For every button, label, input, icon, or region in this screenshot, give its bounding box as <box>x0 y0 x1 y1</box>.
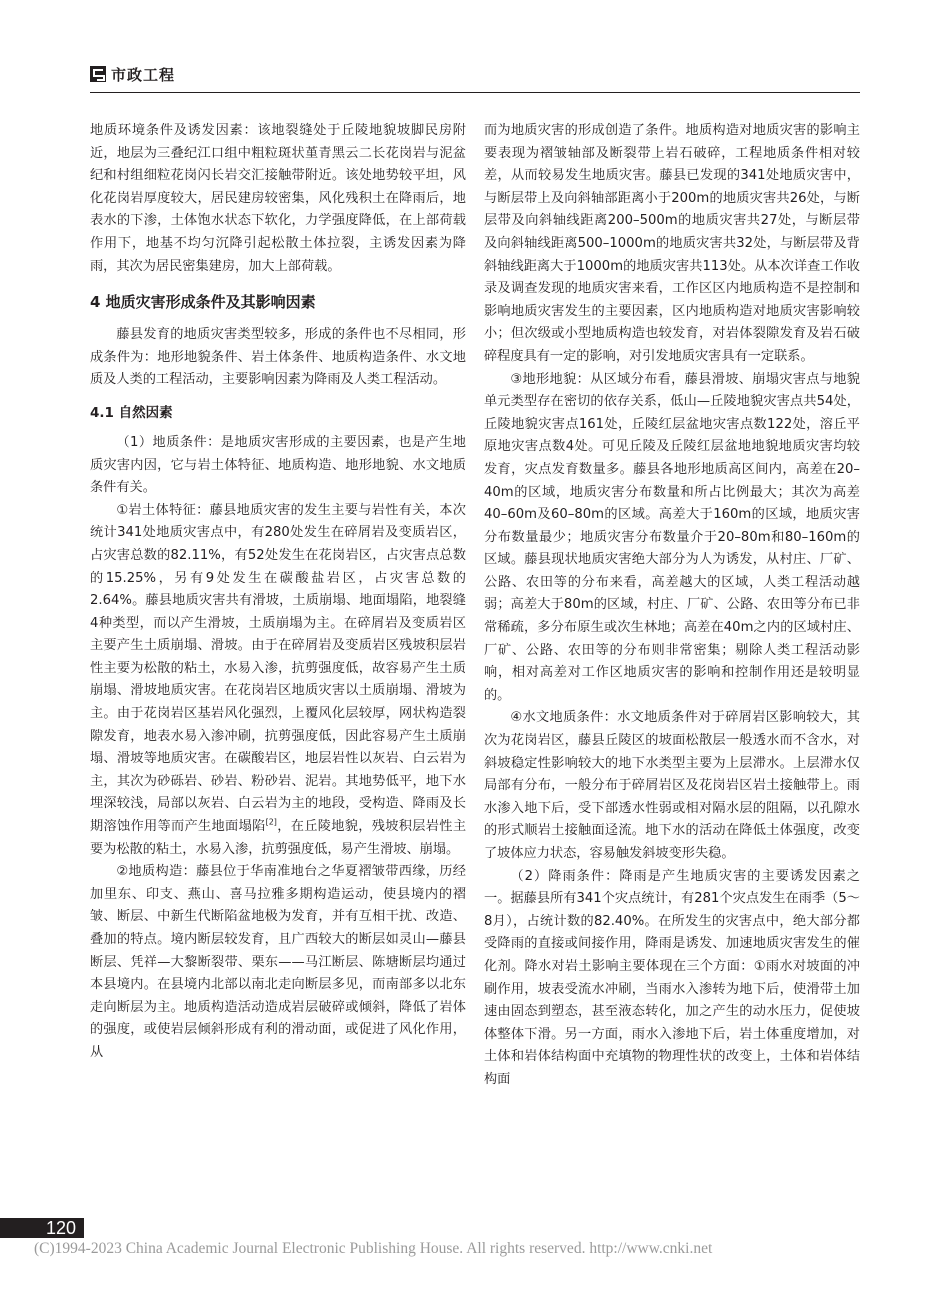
right-column <box>484 120 860 1092</box>
paragraph-terrain: ③地形地貌：从区域分布看，藤县滑坡、崩塌灾害点与地貌单元类型存在密切的依存关系，低山—丘陵地貌灾害点共54处，丘陵地貌灾害点161处，丘陵红层盆地灾害点数122处，溶丘平原地灾害点数4处。可见丘陵及丘陵红层盆地地貌地质灾害均较发育，灾点发育数量多。藤县各地形地质高区间内，高差在20–40m的区域，地质灾害分布数量和所占比例最大；其次为高差40–60m及60–80m的区域。高差大于160m的区域，地质灾害分布数量最少；地质灾害分布数量介于20–80m和80–160m的区域。藤县现状地质灾害绝大部分为人为诱发，从村庄、厂矿、公路、农田等的分布来看，高差越大的区域，人类工程活动越弱；高差大于80m的区域，村庄、厂矿、公路、农田等分布已非常稀疏，多分布原生或次生林地；高差在40m之内的区域村庄、厂矿、公路、农田等的分布则非常密集；剔除人类工程活动影响，相对高差对工作区地质灾害的影响和控制作用还是较明显的。 <box>484 371 860 703</box>
running-header <box>90 62 175 86</box>
page-number: 120 <box>0 1218 84 1238</box>
paragraph-rock-soil <box>90 500 466 862</box>
paragraph-structure-continued: 而为地质灾害的形成创造了条件。地质构造对地质灾害的影响主要表现为褶皱轴部及断裂带上岩石破碎，工程地质条件相对较差，从而较易发生地质灾害。藤县已发现的341处地质灾害中，与断层带上及向斜轴部距离小于200m的地质灾害共26处，与断层带及向斜轴线距离200–500m的地质灾害共27处，与断层带及向斜轴线距离500–1000m的地质灾害共32处，与断层带及背斜轴线距离大于1000m的地质灾害共113处。从本次详查工作收录及调查发现的地质灾害来看，工作区区内地质构造不是控制和影响地质灾害发生的主要因素，区内地质构造对地质灾害影响较小；但次级或小型地质构造也较发育，对岩体裂隙发育及岩石破碎程度具有一定的影响，对引发地质灾害具有一定联系。 <box>484 123 860 364</box>
paragraph-rainfall: （2）降雨条件：降雨是产生地质灾害的主要诱发因素之一。据藤县所有341个灾点统计，有281个灾点发生在雨季（5～8月），占统计数的82.40%。在所发生的灾害点中，绝大部分都受降雨的直接或间接作用，降雨是诱发、加速地质灾害发生的催化剂。降水对岩土影响主要体现在三个方面：①雨水对坡面的冲刷作用，坡表受流水冲刷，当雨水入渗转为地下后，使滑带土加速由固态到塑态，甚至液态转化，加之产生的动水压力，促使坡体整体下滑。另一方面，雨水入渗地下后，岩土体重度增加，对土体和岩体结构面中充填物的物理性状的改变上，土体和岩体结构面 <box>484 868 860 1087</box>
journal-logo-icon <box>90 66 106 82</box>
paragraph-intro: 藤县发育的地质灾害类型较多，形成的条件也不尽相同，形成条件为：地形地貌条件、岩土体条件、地质构造条件、水文地质及人类的工程活动，主要影响因素为降雨及人类工程活动。 <box>90 327 466 388</box>
left-column <box>90 120 466 1065</box>
paragraph-continued: 地质环境条件及诱发因素：该地裂缝处于丘陵地貌坡脚民房附近，地层为三叠纪江口组中粗粒斑状堇青黑云二长花岗岩与泥盆纪和村组细粒花岗闪长岩交汇接触带附近。该处地势较平坦，风化花岗岩厚度较大，居民建房较密集，风化残积土在降雨后，地表水的下渗，土体饱水状态下软化，力学强度降低，在上部荷载作用下，地基不均匀沉降引起松散土体拉裂，主诱发因素为降雨，其次为居民密集建房，加大上部荷载。 <box>90 123 466 274</box>
rock-text-b: ，在丘陵地貌，残坡积层岩性主要为松散的粘土，水易入渗，抗剪强度低，易产生滑坡、崩塌。 <box>90 819 467 857</box>
copyright-footer: (C)1994-2023 China Academic Journal Electronic Publishing House. All rights reserved. http://www.cnki.net <box>34 1240 713 1257</box>
rock-text-a: ①岩土体特征：藤县地质灾害的发生主要与岩性有关，本次统计341处地质灾害点中，有280处发生在碎屑岩及变质岩区，占灾害总数的82.11%，有52处发生在花岗岩区，占灾害点总数的15.25%，另有9处发生在碳酸盐岩区，占灾害总数的2.64%。藤县地质灾害共有滑坡，土质崩塌、地面塌陷，地裂缝4种类型，而以产生滑坡，土质崩塌为主。在碎屑岩及变质岩区主要产生土质崩塌、滑坡。由于在碎屑岩及变质岩区残坡积层岩性主要为松散的粘土，水易入渗，抗剪强度低，故容易产生土质崩塌、滑坡地质灾害。在花岗岩区地质灾害以土质崩塌、滑坡为主。由于花岗岩区基岩风化强烈，上覆风化层较厚，网状构造裂隙发育，地表水易入渗冲刷，抗剪强度低，因此容易产生土质崩塌、滑坡等地质灾害。在碳酸岩区，地层岩性以灰岩、白云岩为主，其次为砂砾岩、砂岩、粉砂岩、泥岩。其地势低平，地下水埋深较浅，局部以灰岩、白云岩为主的地段，受构造、降雨及长期溶蚀作用等而产生地面塌陷 <box>90 502 466 835</box>
paragraph-hydrogeology: ④水文地质条件：水文地质条件对于碎屑岩区影响较大，其次为花岗岩区，藤县丘陵区的坡面松散层一般透水而不含水，对斜坡稳定性影响较大的地下水类型主要为上层滞水。上层滞水仅局部有分布，一般分布于碎屑岩区及花岗岩区岩土接触带上。雨水渗入地下后，受下部透水性弱或相对隔水层的阻隔，以孔隙水的形式顺岩土接触面迳流。地下水的活动在降低土体强度，改变了坡体应力状态，容易触发斜坡变形失稳。 <box>484 710 860 861</box>
journal-title: 市政工程 <box>111 65 176 84</box>
citation-ref[interactable]: [2] <box>265 817 277 827</box>
paragraph-structure: ②地质构造：藤县位于华南准地台之华夏褶皱带西缘，历经加里东、印支、燕山、喜马拉雅多期构造运动，使县境内的褶皱、断层、中新生代断陷盆地极为发育，并有互相干扰、改造、叠加的特点。境内断层较发育，且广西较大的断层如灵山—藤县断层、凭祥—大黎断裂带、栗东——马江断层、陈塘断层均通过本县境内。在县境内北部以南北走向断层多见，而南部多以北东走向断层为主。地质构造活动造成岩层破碎或倾斜，降低了岩体的强度，或使岩层倾斜形成有利的滑动面，或促进了风化作用，从 <box>90 864 466 1060</box>
section-heading: 4 地质灾害形成条件及其影响因素 <box>90 293 316 312</box>
header-rule <box>90 92 860 93</box>
paragraph-geology: （1）地质条件：是地质灾害形成的主要因素，也是产生地质灾害内因，它与岩土体特征、地质构造、地形地貌、水文地质条件有关。 <box>90 434 466 496</box>
subsection-heading: 4.1 自然因素 <box>90 404 173 421</box>
